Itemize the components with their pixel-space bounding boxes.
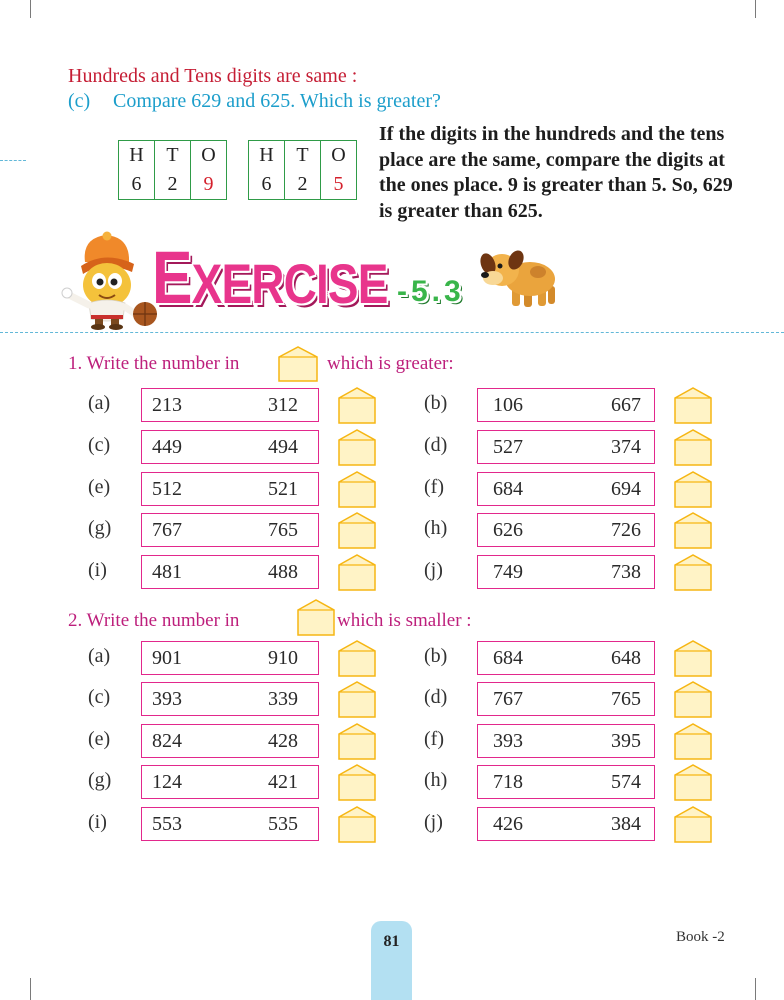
- answer-box[interactable]: [338, 429, 376, 466]
- answer-box[interactable]: [674, 723, 712, 760]
- number-pair-box: [477, 472, 655, 506]
- number-pair-box: [141, 472, 319, 506]
- item-2h: [424, 765, 714, 800]
- crop-mark-top-right: [755, 0, 756, 18]
- number-first: 901: [152, 647, 182, 669]
- number-second: 667: [611, 394, 641, 416]
- question-text: Compare 629 and 625. Which is greater?: [113, 90, 441, 112]
- item-label: (a): [88, 645, 111, 667]
- header-tens: T: [155, 141, 191, 171]
- answer-box[interactable]: [674, 387, 712, 424]
- section2-title-suffix: which is smaller :: [337, 610, 472, 631]
- item-1e: [88, 472, 378, 507]
- item-2d: [424, 682, 714, 717]
- answer-box[interactable]: [338, 681, 376, 718]
- number-pair-box: [141, 765, 319, 799]
- number-first: 553: [152, 813, 182, 835]
- answer-box[interactable]: [338, 640, 376, 677]
- number-pair-box: [477, 724, 655, 758]
- number-first: 824: [152, 730, 182, 752]
- header-ones: O: [191, 141, 227, 171]
- item-label: (f): [424, 476, 444, 498]
- item-2c: [88, 682, 378, 717]
- item-label: (d): [424, 686, 448, 708]
- number-second: 765: [268, 519, 298, 541]
- section1-title-prefix: 1. Write the number in: [68, 353, 240, 374]
- item-label: (b): [424, 645, 448, 667]
- item-label: (e): [88, 728, 111, 750]
- answer-box[interactable]: [674, 806, 712, 843]
- number-pair-box: [141, 388, 319, 422]
- item-label: (h): [424, 769, 448, 791]
- number-first: 106: [493, 394, 523, 416]
- answer-box[interactable]: [338, 387, 376, 424]
- item-1h: [424, 513, 714, 548]
- number-second: 312: [268, 394, 298, 416]
- number-second: 726: [611, 519, 641, 541]
- crop-mark-top-left: [30, 0, 31, 18]
- item-1j: [424, 555, 714, 590]
- number-second: 535: [268, 813, 298, 835]
- number-second: 648: [611, 647, 641, 669]
- number-pair-box: [477, 765, 655, 799]
- item-label: (a): [88, 392, 111, 414]
- number-pair-box: [477, 555, 655, 589]
- item-2b: [424, 641, 714, 676]
- exercise-number: -5.3: [397, 275, 465, 308]
- number-pair-box: [141, 682, 319, 716]
- digit-ones: 9: [191, 170, 227, 200]
- header-hundreds: H: [249, 141, 285, 171]
- number-first: 684: [493, 478, 523, 500]
- item-label: (g): [88, 769, 112, 791]
- number-first: 527: [493, 436, 523, 458]
- answer-box-icon: [297, 599, 335, 636]
- number-second: 384: [611, 813, 641, 835]
- number-first: 718: [493, 771, 523, 793]
- number-pair-box: [141, 641, 319, 675]
- answer-box[interactable]: [674, 640, 712, 677]
- item-2f: [424, 724, 714, 759]
- place-value-table-629: [118, 140, 227, 200]
- place-value-table-625: [248, 140, 357, 200]
- digit-hundreds: 6: [249, 170, 285, 200]
- number-second: 374: [611, 436, 641, 458]
- item-1d: [424, 430, 714, 465]
- number-second: 395: [611, 730, 641, 752]
- crop-mark-bottom-left: [30, 978, 31, 1000]
- number-second: 488: [268, 561, 298, 583]
- item-1g: [88, 513, 378, 548]
- number-second: 738: [611, 561, 641, 583]
- question-line: [68, 89, 441, 113]
- explanation-paragraph: If the digits in the hundreds and the tens place are the same, compare the digits at the ones place. 9 is greater than 5. So, 629 is greater than 625.: [379, 123, 733, 222]
- number-second: 910: [268, 647, 298, 669]
- mascot-boy-illustration: [55, 230, 160, 330]
- number-first: 767: [152, 519, 182, 541]
- number-first: 393: [493, 730, 523, 752]
- answer-box[interactable]: [674, 471, 712, 508]
- subheading: Hundreds and Tens digits are same :: [68, 65, 358, 87]
- number-first: 426: [493, 813, 523, 835]
- answer-box[interactable]: [338, 554, 376, 591]
- page-number-tab: [371, 921, 412, 1000]
- answer-box[interactable]: [338, 806, 376, 843]
- number-second: 765: [611, 688, 641, 710]
- item-1f: [424, 472, 714, 507]
- item-label: (g): [88, 517, 112, 539]
- number-pair-box: [141, 555, 319, 589]
- section2-title-prefix: 2. Write the number in: [68, 610, 240, 631]
- exercise-title: EXERCISE: [152, 236, 388, 319]
- dog-illustration: [478, 246, 558, 310]
- answer-box[interactable]: [674, 681, 712, 718]
- section-divider: [0, 332, 784, 333]
- answer-box[interactable]: [338, 723, 376, 760]
- number-second: 694: [611, 478, 641, 500]
- item-2a: [88, 641, 378, 676]
- header-hundreds: H: [119, 141, 155, 171]
- digit-tens: 2: [155, 170, 191, 200]
- item-2j: [424, 807, 714, 842]
- item-label: (j): [424, 811, 443, 833]
- number-first: 684: [493, 647, 523, 669]
- number-first: 449: [152, 436, 182, 458]
- number-first: 393: [152, 688, 182, 710]
- number-first: 512: [152, 478, 182, 500]
- item-label: (b): [424, 392, 448, 414]
- answer-box[interactable]: [674, 429, 712, 466]
- item-label: (d): [424, 434, 448, 456]
- item-label: (c): [88, 434, 111, 456]
- item-1a: [88, 388, 378, 423]
- item-label: (i): [88, 811, 107, 833]
- item-1i: [88, 555, 378, 590]
- item-2i: [88, 807, 378, 842]
- number-second: 428: [268, 730, 298, 752]
- answer-box[interactable]: [338, 471, 376, 508]
- number-first: 481: [152, 561, 182, 583]
- number-pair-box: [477, 430, 655, 464]
- item-label: (j): [424, 559, 443, 581]
- number-pair-box: [477, 641, 655, 675]
- item-label: (i): [88, 559, 107, 581]
- number-pair-box: [477, 388, 655, 422]
- answer-box-icon: [278, 346, 318, 382]
- number-first: 124: [152, 771, 182, 793]
- number-second: 339: [268, 688, 298, 710]
- number-pair-box: [141, 513, 319, 547]
- number-second: 574: [611, 771, 641, 793]
- answer-box[interactable]: [338, 512, 376, 549]
- number-second: 494: [268, 436, 298, 458]
- header-tens: T: [285, 141, 321, 171]
- question-label: (c): [68, 90, 91, 112]
- header-ones: O: [321, 141, 357, 171]
- page-number: 81: [383, 933, 400, 950]
- number-pair-box: [477, 513, 655, 547]
- number-pair-box: [141, 430, 319, 464]
- number-pair-box: [141, 807, 319, 841]
- number-first: 213: [152, 394, 182, 416]
- item-label: (c): [88, 686, 111, 708]
- answer-box[interactable]: [674, 512, 712, 549]
- item-label: (h): [424, 517, 448, 539]
- item-2g: [88, 765, 378, 800]
- dog-nose: [481, 272, 489, 278]
- item-label: (f): [424, 728, 444, 750]
- digit-tens: 2: [285, 170, 321, 200]
- section1-title-suffix: which is greater:: [327, 353, 454, 374]
- crop-mark-bottom-right: [755, 978, 756, 1000]
- answer-box[interactable]: [674, 764, 712, 801]
- margin-dash-short: [0, 160, 26, 161]
- answer-box[interactable]: [674, 554, 712, 591]
- item-1c: [88, 430, 378, 465]
- number-first: 749: [493, 561, 523, 583]
- item-1b: [424, 388, 714, 423]
- digit-ones: 5: [321, 170, 357, 200]
- number-first: 767: [493, 688, 523, 710]
- number-pair-box: [477, 682, 655, 716]
- number-pair-box: [141, 724, 319, 758]
- number-second: 521: [268, 478, 298, 500]
- number-pair-box: [477, 807, 655, 841]
- item-2e: [88, 724, 378, 759]
- book-label: Book -2: [676, 929, 725, 945]
- answer-box[interactable]: [338, 764, 376, 801]
- item-label: (e): [88, 476, 111, 498]
- number-first: 626: [493, 519, 523, 541]
- digit-hundreds: 6: [119, 170, 155, 200]
- number-second: 421: [268, 771, 298, 793]
